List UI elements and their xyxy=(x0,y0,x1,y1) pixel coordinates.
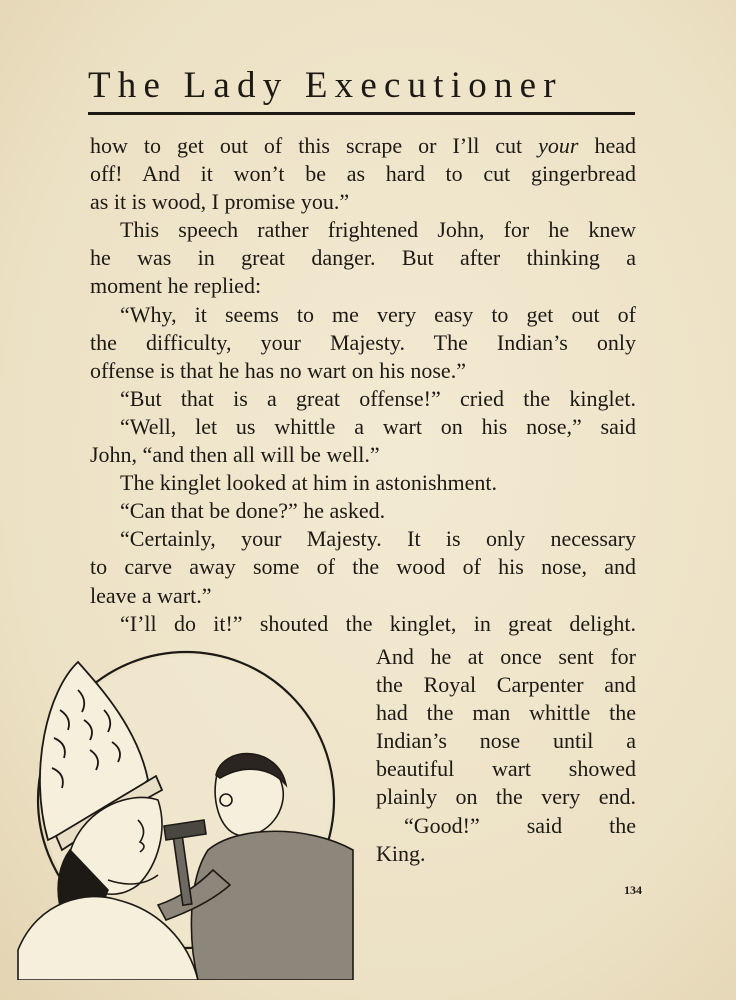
text-line: off! And it won’t be as hard to cut gingerbread xyxy=(90,161,636,187)
text-line: This speech rather frightened John, for he knew xyxy=(120,217,636,243)
text-line: beautiful wart showed xyxy=(376,756,636,782)
text-line: The kinglet looked at him in astonishment. xyxy=(120,470,497,496)
text-line: offense is that he has no wart on his nose.” xyxy=(90,357,466,383)
text-line: “I’ll do it!” shouted the kinglet, in great delight. xyxy=(120,610,636,636)
text-line: had the man whittle the xyxy=(376,700,636,726)
text-line: as it is wood, I promise you.” xyxy=(90,189,350,215)
text-line: moment he replied: xyxy=(90,273,262,299)
body-text xyxy=(90,132,636,638)
text-line: “Certainly, your Majesty. It is only necessary xyxy=(120,526,636,552)
text-fragment: how to get out of this scrape or I’ll cut xyxy=(90,133,539,158)
text-line: the Royal Carpenter and xyxy=(376,672,636,698)
text-line: Indian’s nose until a xyxy=(376,728,636,754)
running-title: The Lady Executioner xyxy=(88,65,563,106)
text-line xyxy=(90,132,636,160)
text-line: the difficulty, your Majesty. The Indian’s only xyxy=(90,329,636,355)
text-line: “Good!” said the xyxy=(404,812,636,838)
text-line: “Can that be done?” he asked. xyxy=(120,498,386,524)
text-line: plainly on the very end. xyxy=(376,784,636,810)
text-line: “Well, let us whittle a wart on his nose,” said xyxy=(120,413,636,439)
text-line: “Why, it seems to me very easy to get out of xyxy=(120,301,636,327)
text-fragment: head xyxy=(578,133,636,158)
header-rule xyxy=(88,112,635,115)
text-line: And he at once sent for xyxy=(376,644,636,669)
text-line: leave a wart.” xyxy=(90,582,212,608)
italic-word: your xyxy=(538,133,579,158)
text-line: he was in great danger. But after thinking a xyxy=(90,245,636,271)
text-line: to carve away some of the wood of his nose, and xyxy=(90,554,636,580)
text-line: “But that is a great offense!” cried the kinglet. xyxy=(120,385,636,411)
wrapped-text-column xyxy=(376,643,636,868)
text-line: John, “and then all will be well.” xyxy=(90,442,380,468)
carpenter-illustration xyxy=(8,650,368,980)
page-number: 134 xyxy=(624,883,642,897)
text-line: King. xyxy=(376,840,426,866)
